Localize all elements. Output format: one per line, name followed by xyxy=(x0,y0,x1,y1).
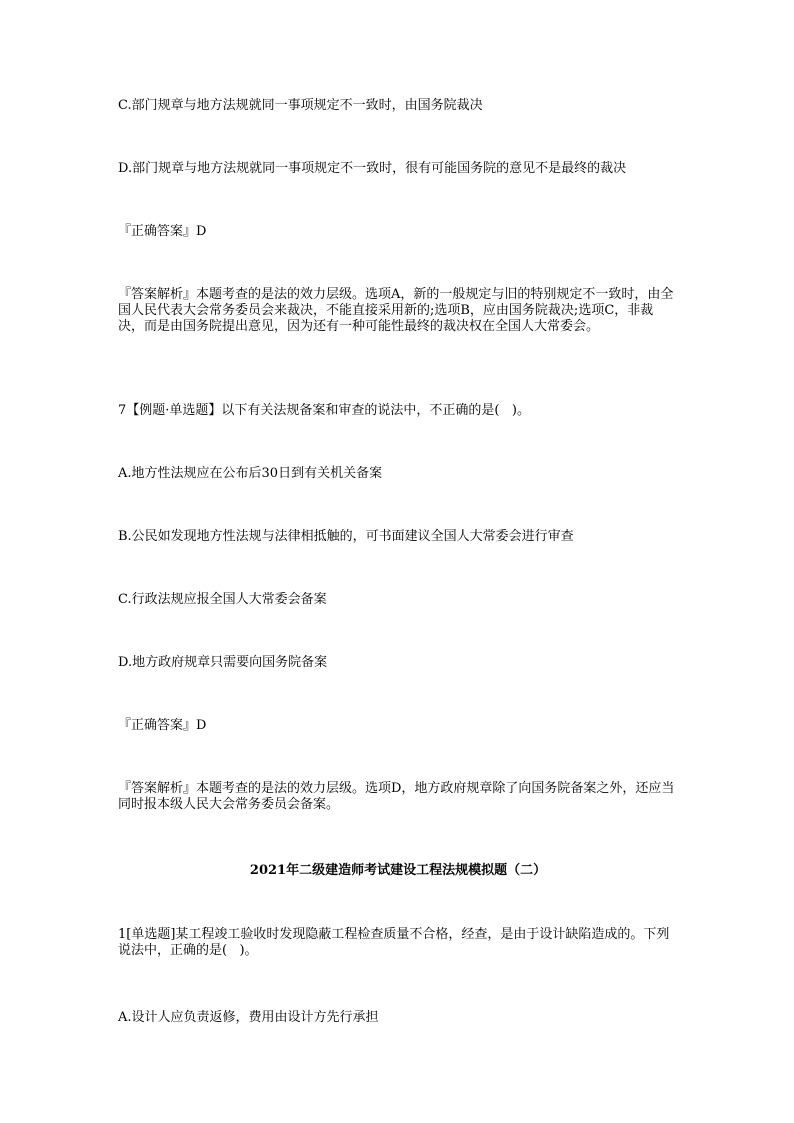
question-7-option-b: B.公民如发现地方性法规与法律相抵触的，可书面建议全国人大常委会进行审查 xyxy=(118,529,574,544)
option-d-text: D.部门规章与地方法规就同一事项规定不一致时，很有可能国务院的意见不是最终的裁决 xyxy=(118,161,627,176)
correct-answer-2: 『正确答案』D xyxy=(118,718,207,733)
correct-answer-1: 『正确答案』D xyxy=(118,224,207,239)
option-c-text: C.部门规章与地方法规就同一事项规定不一致时，由国务院裁决 xyxy=(118,98,483,113)
question-7: 7【例题·单选题】以下有关法规备案和审查的说法中，不正确的是( )。 xyxy=(118,403,530,418)
question-1-option-a: A.设计人应负责返修，费用由设计方先行承担 xyxy=(118,1010,379,1025)
question-7-option-c: C.行政法规应报全国人大常委会备案 xyxy=(118,592,327,607)
question-7-option-a: A.地方性法规应在公布后30日到有关机关备案 xyxy=(118,466,383,481)
section-heading: 2021年二级建造师考试建设工程法规模拟题（二） xyxy=(249,863,547,878)
question-7-option-d: D.地方政府规章只需要向国务院备案 xyxy=(118,655,328,670)
answer-explanation-2: 『答案解析』本题考查的是法的效力层级。选项D，地方政府规章除了向国务院备案之外，还应当同时报本级人民大会常务委员会备案。 xyxy=(118,781,675,812)
question-1: 1[单选题]某工程竣工验收时发现隐蔽工程检查质量不合格，经查，是由于设计缺陷造成的。下列说法中，正确的是( )。 xyxy=(118,927,670,958)
answer-explanation-1: 『答案解析』本题考查的是法的效力层级。选项A，新的一般规定与旧的特别规定不一致时，由全国人民代表大会常务委员会来裁决，不能直接采用新的;选项B，应由国务院裁决;选项C，非裁决，而是由国务院提出意见，因为还有一种可能性最终的裁决权在全国人大常委会。 xyxy=(118,287,674,334)
